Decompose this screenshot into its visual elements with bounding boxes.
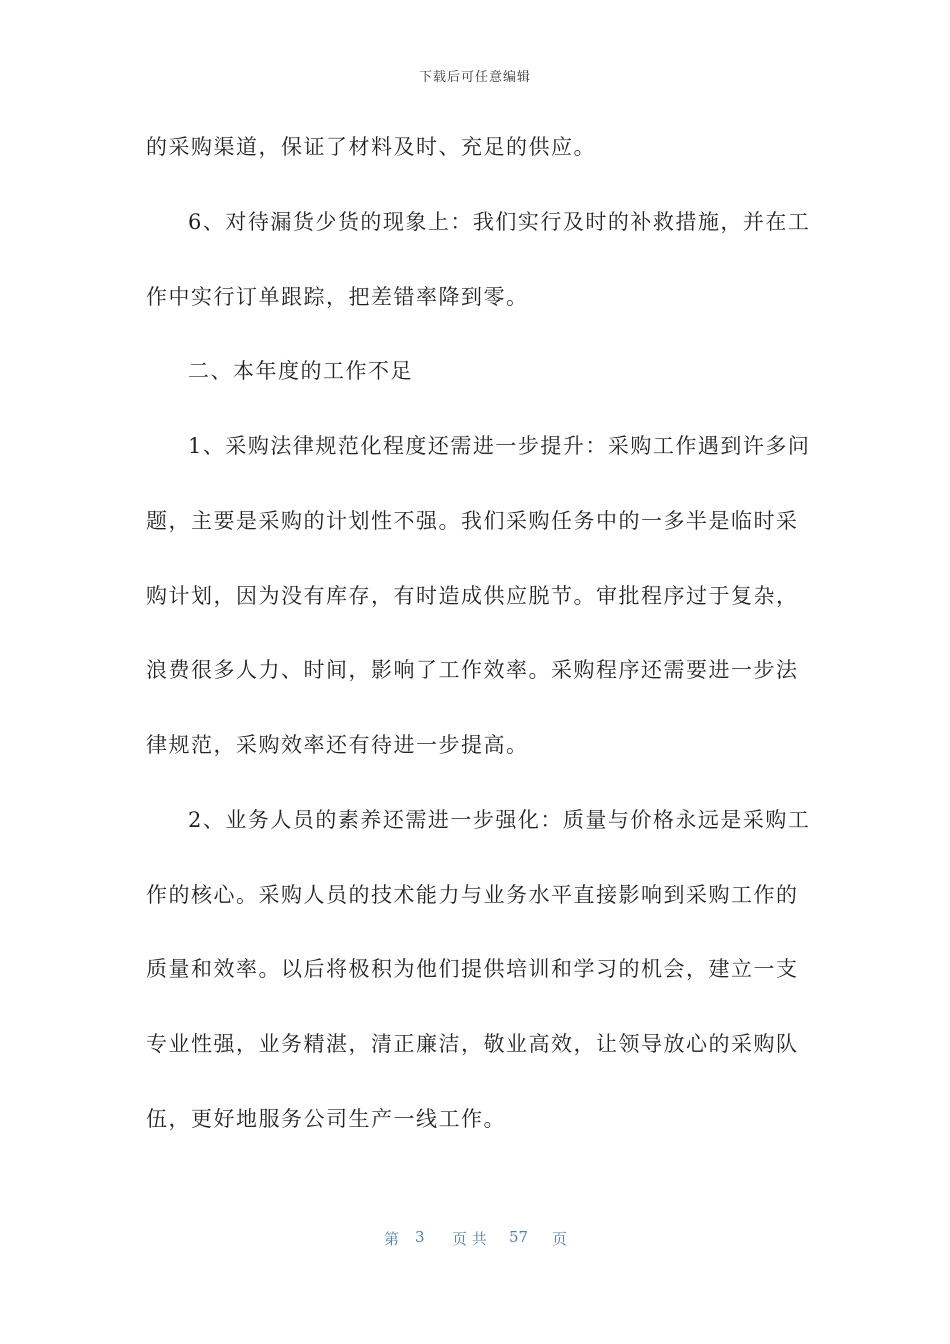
of-label: 页 共 xyxy=(452,1230,487,1248)
total-pages-number: 57 xyxy=(509,1228,529,1246)
body-line: 1、采购法律规范化程度还需进一步提升：采购工作遇到许多问 xyxy=(188,434,811,458)
body-line: 6、对待漏货少货的现象上：我们实行及时的补救措施，并在工 xyxy=(188,210,811,234)
page-suffix: 页 xyxy=(552,1230,568,1248)
page-label: 第 xyxy=(384,1230,400,1248)
body-line: 的采购渠道，保证了材料及时、充足的供应。 xyxy=(146,135,596,159)
current-page-number: 3 xyxy=(415,1228,425,1246)
body-line: 题，主要是采购的计划性不强。我们采购任务中的一多半是临时采 xyxy=(146,509,799,533)
page-footer xyxy=(0,1228,950,1250)
section-heading: 二、本年度的工作不足 xyxy=(188,359,413,383)
body-line: 2、业务人员的素养还需进一步强化：质量与价格永远是采购工 xyxy=(188,808,811,832)
body-line: 作的核心。采购人员的技术能力与业务水平直接影响到采购工作的 xyxy=(146,883,799,907)
body-line: 伍，更好地服务公司生产一线工作。 xyxy=(146,1107,506,1131)
body-line: 购计划，因为没有库存，有时造成供应脱节。审批程序过于复杂， xyxy=(146,584,799,608)
body-line: 专业性强，业务精湛，清正廉洁，敬业高效，让领导放心的采购队 xyxy=(146,1032,799,1056)
body-line: 律规范，采购效率还有待进一步提高。 xyxy=(146,733,529,757)
page-header: 下载后可任意编辑 xyxy=(418,70,531,85)
body-line: 质量和效率。以后将极积为他们提供培训和学习的机会，建立一支 xyxy=(146,957,799,981)
body-line: 浪费很多人力、时间，影响了工作效率。采购程序还需要进一步法 xyxy=(146,658,799,682)
body-line: 作中实行订单跟踪，把差错率降到零。 xyxy=(146,285,529,309)
